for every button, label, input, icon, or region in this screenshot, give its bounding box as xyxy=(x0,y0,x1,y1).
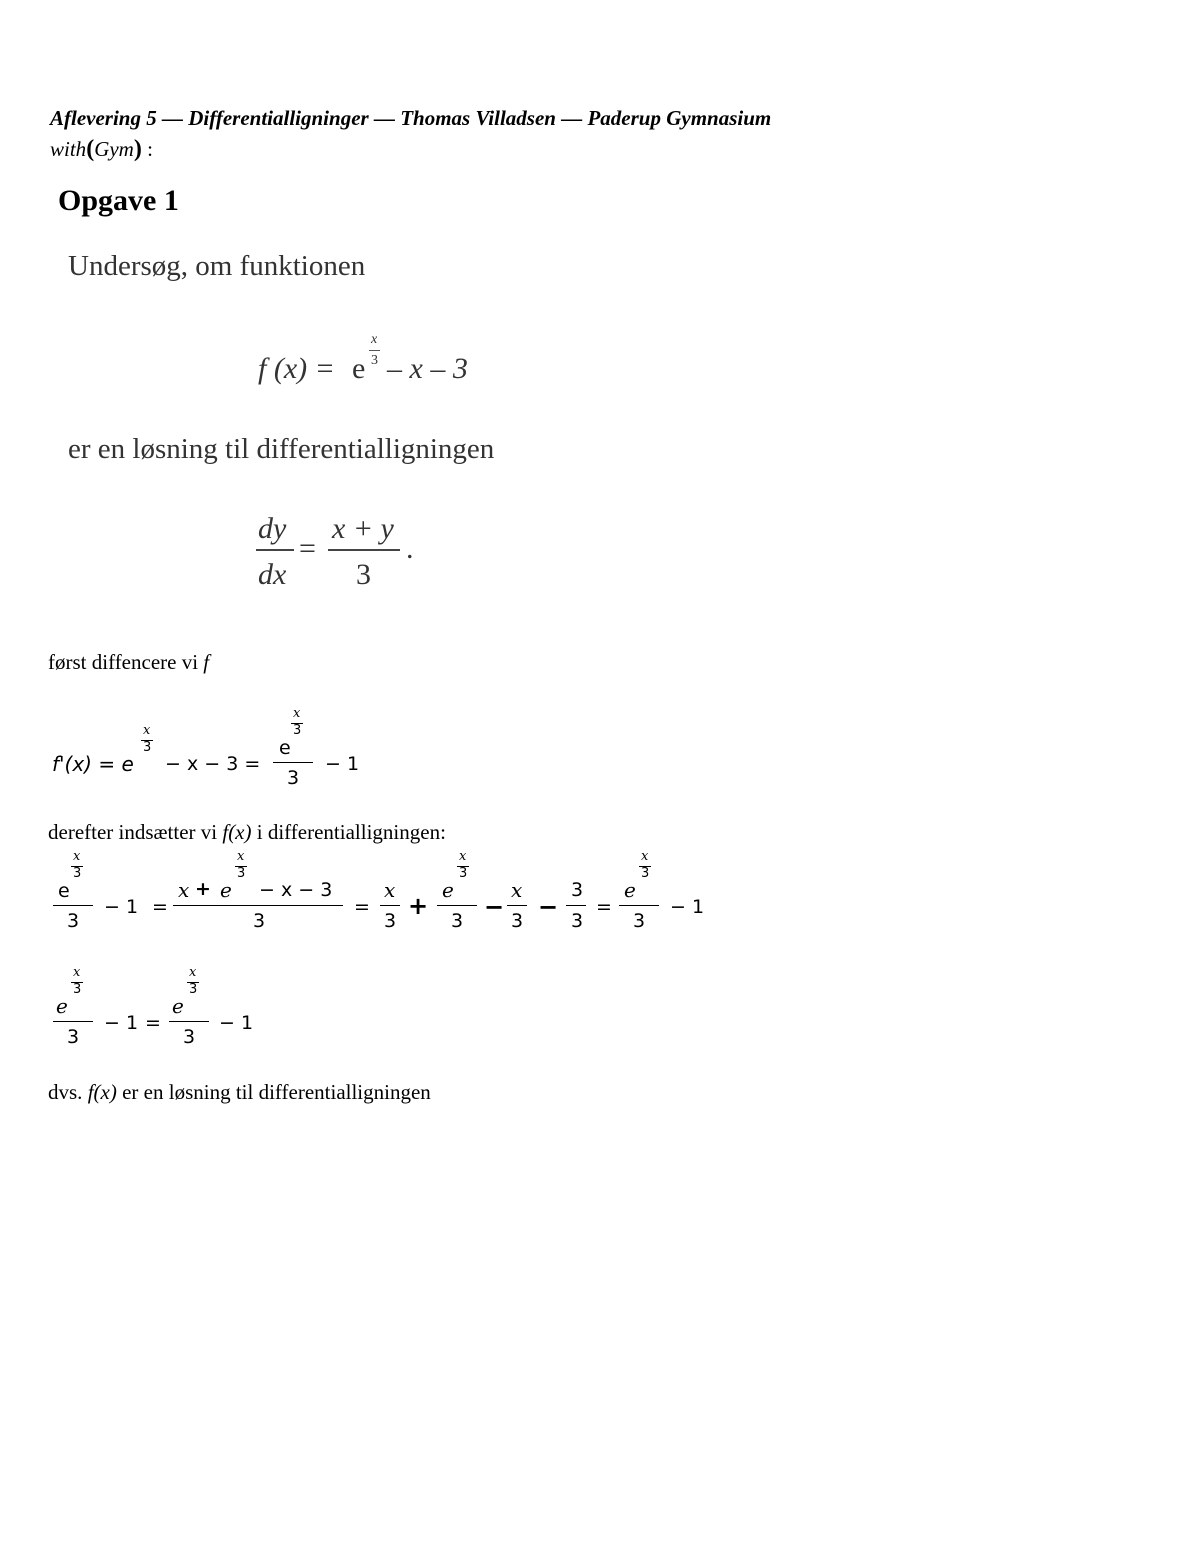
eq1-t1-minus1: − 1 xyxy=(104,896,139,918)
eq2-eq: = xyxy=(145,1012,161,1034)
eq1-eq1: = xyxy=(152,896,168,918)
eq1-eq2: = xyxy=(354,896,370,918)
eq1-t4-e: e xyxy=(442,878,454,902)
step2-text xyxy=(48,820,446,845)
eq1-t6-den: 3 xyxy=(571,910,584,932)
eq2-l-exp-num: x xyxy=(73,965,81,980)
eq1-t1-exp-num: x xyxy=(73,849,81,864)
eq1-t5-minus: − xyxy=(538,893,559,921)
maple-command xyxy=(50,136,153,163)
step1-text xyxy=(48,650,209,675)
eq1-t2-rest: − x − 3 xyxy=(259,879,333,901)
eq1-t5-bar xyxy=(507,905,527,906)
eq1-t4-exp-num: x xyxy=(459,849,467,864)
eq1-t2-exp-num: x xyxy=(237,849,245,864)
task-intro: Undersøg, om funktionen xyxy=(68,250,366,282)
eq1-t3-den: 3 xyxy=(384,910,397,932)
open-paren: ( xyxy=(86,136,95,162)
ode-rhs-num: x + y xyxy=(332,512,394,545)
eq1-t6-num: 3 xyxy=(571,879,584,901)
task-heading: Opgave 1 xyxy=(58,184,179,217)
eq1-t4-exp-den: 3 xyxy=(459,866,468,881)
eq1-t1-den: 3 xyxy=(67,910,80,932)
eq1-t7-exp-den: 3 xyxy=(641,866,650,881)
deriv-frac-exp-den: 3 xyxy=(293,723,302,738)
eq2-r-minus1: − 1 xyxy=(219,1012,254,1034)
eq1-t4-minus: − xyxy=(484,893,505,921)
deriv-mid: − x − 3 = xyxy=(165,753,261,775)
ode-rhs-bar xyxy=(328,549,400,551)
eq1-t2-bar xyxy=(173,905,343,906)
deriv-tail: − 1 xyxy=(325,753,360,775)
deriv-frac-bar xyxy=(273,762,313,763)
task-middle-text: er en løsning til differentialligningen xyxy=(68,433,495,465)
eq1-t2-den: 3 xyxy=(253,910,266,932)
function-lhs: f (x) = xyxy=(258,352,335,385)
eq1-t2-e: e xyxy=(220,878,232,902)
step2-label-after: i differentialligningen: xyxy=(256,820,446,844)
eq1-t1-exp-den: 3 xyxy=(73,866,82,881)
ode-lhs-den: dx xyxy=(258,558,287,591)
eq2-r-e: e xyxy=(172,994,184,1018)
eq1-t5-den: 3 xyxy=(511,910,524,932)
conclusion-label-after: er en løsning til differentialligningen xyxy=(122,1080,431,1104)
ode-equals: = xyxy=(299,532,316,565)
eq1-t3-num: x xyxy=(384,878,396,902)
step2-label-before: derefter indsætter vi xyxy=(48,820,218,844)
function-exp-num: x xyxy=(371,332,378,347)
command-terminator: : xyxy=(147,137,153,161)
document-title: Aflevering 5 — Differentialligninger — Thomas Villadsen — Paderup Gymnasium xyxy=(50,106,772,130)
step2-fx: f(x) xyxy=(222,820,252,844)
conclusion-label-before: dvs. xyxy=(48,1080,83,1104)
eq1-t3-bar xyxy=(380,905,400,906)
ode-rhs-den: 3 xyxy=(356,558,371,591)
conclusion-fx: f(x) xyxy=(87,1080,117,1104)
function-exp-bar xyxy=(369,350,380,351)
command-function: with xyxy=(50,137,87,161)
function-rest: – x – 3 xyxy=(387,352,468,385)
eq2-l-e: e xyxy=(56,994,68,1018)
eq1-t2-plus: + xyxy=(195,878,211,900)
eq1-t4-bar xyxy=(437,905,477,906)
eq2-r-bar xyxy=(169,1021,209,1022)
eq1-t7-den: 3 xyxy=(633,910,646,932)
eq1-eq3: = xyxy=(596,896,612,918)
eq2-r-den: 3 xyxy=(183,1026,196,1048)
eq1-t3-plus: + xyxy=(408,892,429,920)
eq2-l-exp-den: 3 xyxy=(73,982,82,997)
eq1-t7-e: e xyxy=(624,878,636,902)
eq1-t6-bar xyxy=(566,905,586,906)
eq1-t1-bar xyxy=(53,905,93,906)
command-argument: Gym xyxy=(94,137,134,161)
deriv-exp-den: 3 xyxy=(143,740,152,755)
ode-lhs-bar xyxy=(256,549,294,551)
eq1-t2-x: x xyxy=(178,878,190,902)
eq1-t5-num: x xyxy=(511,878,523,902)
ode-period: . xyxy=(406,532,414,565)
step1-variable: f xyxy=(203,650,210,674)
eq1-t7-bar xyxy=(619,905,659,906)
function-exp-den: 3 xyxy=(371,353,378,368)
eq1-t2-exp-den: 3 xyxy=(237,866,246,881)
eq1-t7-minus1: − 1 xyxy=(670,896,705,918)
eq1-t7-exp-num: x xyxy=(641,849,649,864)
deriv-exp-num: x xyxy=(143,723,151,738)
derivative-lhs xyxy=(52,752,134,776)
eq2-l-bar xyxy=(53,1021,93,1022)
eq2-r-exp-den: 3 xyxy=(189,982,198,997)
close-paren: ) xyxy=(133,136,142,162)
eq2-l-den: 3 xyxy=(67,1026,80,1048)
function-base: e xyxy=(352,352,366,385)
eq1-t1-base: e xyxy=(58,880,70,902)
conclusion-text xyxy=(48,1080,431,1105)
step1-label: først diffencere vi xyxy=(48,650,199,674)
eq1-t4-den: 3 xyxy=(451,910,464,932)
eq2-l-minus1: − 1 xyxy=(104,1012,139,1034)
deriv-frac-den: 3 xyxy=(287,767,300,789)
ode-lhs-num: dy xyxy=(258,512,287,545)
eq2-r-exp-num: x xyxy=(189,965,197,980)
deriv-frac-base: e xyxy=(279,737,291,759)
deriv-frac-exp-num: x xyxy=(293,706,301,721)
derivative-lhs-text: f'(x) = e xyxy=(52,752,134,776)
